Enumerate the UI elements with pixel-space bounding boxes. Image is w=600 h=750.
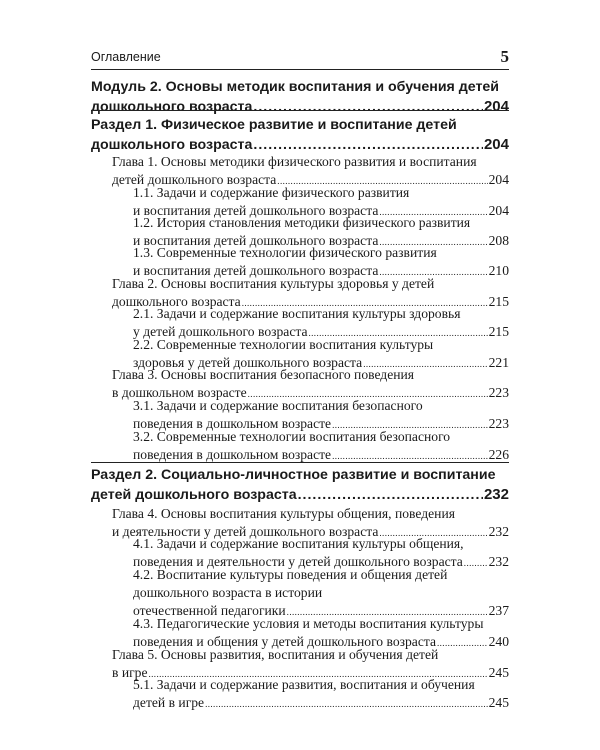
entry-title-end: дошкольного возраста: [112, 294, 241, 309]
entry-page: 215: [488, 324, 509, 339]
entry-title-end: поведения и общения у детей дошкольного возраста: [133, 634, 436, 649]
entry-page: 215: [488, 294, 509, 309]
entry-page: 204: [488, 203, 509, 218]
entry-title: 3.2. Современные технологии воспитания безопасного: [133, 429, 451, 444]
entry-title: 4.1. Задачи и содержание воспитания культуры общения,: [133, 536, 464, 551]
page-number: 5: [500, 47, 509, 66]
entry-title: 4.2. Воспитание культуры поведения и общения детей: [133, 567, 448, 582]
entry-title-end: у детей дошкольного возраста: [133, 324, 308, 339]
entry-title-end: дошкольного возраста: [91, 99, 253, 115]
entry-page: 240: [488, 634, 509, 649]
entry-title-end: и воспитания детей дошкольного возраста: [133, 203, 379, 218]
entry-title-end: детей в игре: [133, 695, 205, 710]
entry-page: 232: [488, 554, 509, 569]
entry-page: 210: [488, 263, 509, 278]
entry-title: 2.1. Задачи и содержание воспитания культуры здоровья: [133, 306, 461, 321]
entry-title: Глава 1. Основы методики физического развития и воспитания: [112, 154, 477, 169]
entry-title: 1.1. Задачи и содержание физического развития: [133, 185, 410, 200]
entry-page: 232: [483, 486, 509, 503]
entry-title-end: и деятельности у детей дошкольного возраста: [112, 524, 379, 539]
entry-page: 208: [488, 233, 509, 248]
leader-dots: [253, 98, 483, 117]
entry-page: 237: [488, 603, 509, 618]
entry-title-end: в игре: [112, 665, 148, 680]
leader-dots: [205, 695, 488, 713]
entry-title-end: детей дошкольного возраста: [91, 487, 297, 503]
entry-title: Раздел 1. Физическое развитие и воспитание детей: [91, 117, 457, 133]
toc-entry-4-2[interactable]: [133, 566, 509, 621]
entry-title-end: дошкольного возраста: [91, 137, 253, 153]
entry-title: Модуль 2. Основы методик воспитания и обучения детей: [91, 79, 500, 95]
entry-page: 232: [488, 524, 509, 539]
running-header: [91, 47, 509, 70]
entry-page: 204: [483, 98, 509, 115]
entry-title: Раздел 2. Социально-личностное развитие и воспитание: [91, 467, 496, 483]
entry-title-middle: дошкольного возраста в истории: [133, 585, 323, 600]
entry-title: 4.3. Педагогические условия и методы воспитания культуры: [133, 616, 484, 631]
entry-page: 245: [488, 695, 509, 710]
entry-title-end: детей дошкольного возраста: [112, 172, 277, 187]
entry-title: Глава 2. Основы воспитания культуры здоровья у детей: [112, 276, 435, 291]
toc-entry-section-1[interactable]: [91, 116, 509, 155]
leader-dots: [298, 486, 483, 505]
toc-entry-3-2[interactable]: [133, 428, 509, 465]
entry-page: 223: [488, 416, 509, 431]
entry-title: Глава 3. Основы воспитания безопасного поведения: [112, 367, 415, 382]
entry-title: Глава 4. Основы воспитания культуры общения, поведения: [112, 506, 455, 521]
entry-page: 226: [488, 447, 509, 462]
toc-entry-section-2[interactable]: [91, 466, 509, 505]
entry-page: 204: [488, 172, 509, 187]
entry-page: 223: [488, 385, 509, 400]
entry-title-end: в дошкольном возрасте: [112, 385, 247, 400]
toc-entry-5-1[interactable]: [133, 676, 509, 713]
section-divider: [91, 462, 509, 463]
entry-title: 3.1. Задачи и содержание воспитания безопасного: [133, 398, 423, 413]
entry-title-end: здоровья у детей дошкольного возраста: [133, 355, 363, 370]
header-title: Оглавление: [91, 50, 161, 64]
section-divider: [91, 110, 509, 111]
toc-entry-module-2[interactable]: [91, 78, 509, 117]
entry-title-end: и воспитания детей дошкольного возраста: [133, 233, 379, 248]
entry-title-end: поведения в дошкольном возрасте: [133, 447, 332, 462]
entry-title: Глава 5. Основы развития, воспитания и обучения детей: [112, 647, 439, 662]
entry-title-end: поведения и деятельности у детей дошкольного возраста: [133, 554, 463, 569]
entry-title-end: отечественной педагогики: [133, 603, 286, 618]
entry-title: 5.1. Задачи и содержание развития, воспитания и обучения: [133, 677, 475, 692]
entry-page: 204: [483, 136, 509, 153]
entry-title: 1.3. Современные технологии физического развития: [133, 245, 437, 260]
entry-title-end: поведения в дошкольном возрасте: [133, 416, 332, 431]
entry-title: 2.2. Современные технологии воспитания культуры: [133, 337, 434, 352]
entry-page: 221: [488, 355, 509, 370]
entry-title: 1.2. История становления методики физического развития: [133, 215, 471, 230]
entry-page: 245: [488, 665, 509, 680]
entry-title-end: и воспитания детей дошкольного возраста: [133, 263, 379, 278]
